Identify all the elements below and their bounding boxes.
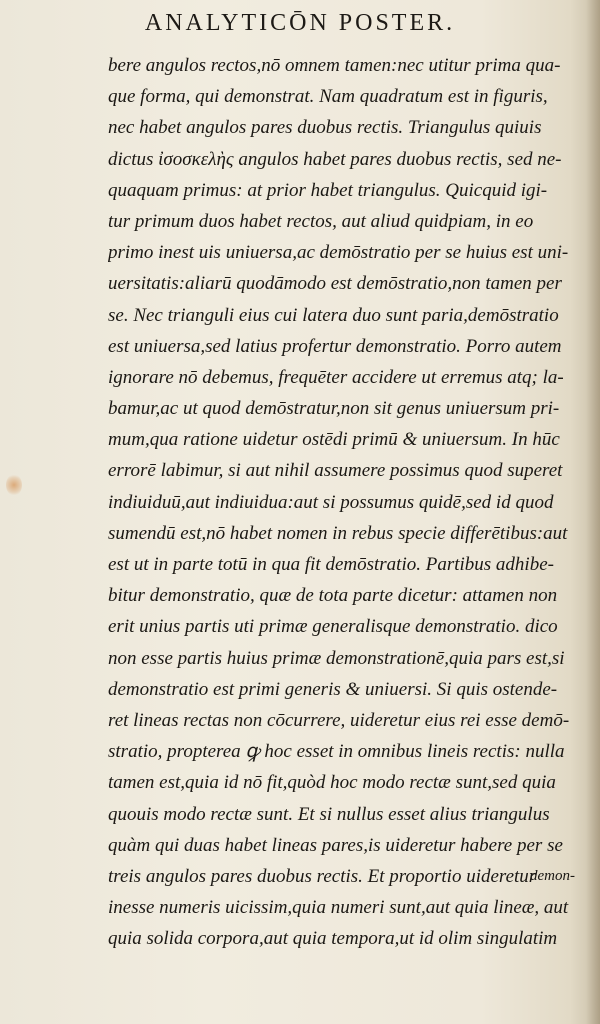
- text-line: indiuiduū,aut indiuidua:aut si possumus quidē,sed id quod: [108, 491, 554, 513]
- text-line: bamur,ac ut quod demōstratur,non sit genus uniuersum pri-: [108, 398, 560, 420]
- text-line: ret lineas rectas non cōcurrere, uideretur eius rei esse demō-: [108, 709, 570, 731]
- catchword: demon-: [530, 868, 575, 884]
- text-line: sumendū est,nō habet nomen in rebus specie differētibus:aut: [108, 522, 568, 544]
- text-line: bere angulos rectos,nō omnem tamen:nec utitur prima qua-: [108, 55, 561, 76]
- text-line: uersitatis:aliarū quodāmodo est demōstratio,non tamen per: [108, 273, 562, 295]
- text-block: [108, 50, 580, 954]
- text-line: tamen est,quia id nō fit,quòd hoc modo rectæ sunt,sed quia: [108, 772, 556, 794]
- text-line: dictus ἰσοσκελὴς angulos habet pares duobus rectis, sed ne-: [108, 148, 562, 170]
- text-line: stratio, propterea ꝙ hoc esset in omnibus lineis rectis: nulla: [108, 741, 565, 763]
- text-line: tur primum duos habet rectos, aut aliud quidpiam, in eo: [108, 210, 534, 232]
- text-line: ignorare nō debemus, frequēter accidere ut erremus atq; la-: [108, 366, 564, 388]
- text-line: primo inest uis uniuersa,ac demōstratio per se huius est uni-: [108, 242, 569, 264]
- text-line: errorē labimur, si aut nihil assumere possimus quod superet: [108, 460, 563, 482]
- text-line: se. Nec trianguli eius cui latera duo sunt paria,demōstratio: [108, 304, 559, 326]
- text-line: quàm qui duas habet lineas pares,is uideretur habere per se: [108, 834, 563, 856]
- running-head: ANALYTICŌN POSTER.: [144, 10, 456, 36]
- text-line: bitur demonstratio, quæ de tota parte dicetur: attamen non: [108, 585, 558, 607]
- text-line: inesse numeris uicissim,quia numeri sunt,aut quia lineæ, aut: [108, 897, 569, 919]
- text-line: erit unius partis uti primæ generalisque demonstratio. dico: [108, 616, 558, 638]
- text-line: nec habet angulos pares duobus rectis. Triangulus quiuis: [108, 117, 542, 139]
- text-line: quouis modo rectæ sunt. Et si nullus esset alius triangulus: [108, 803, 550, 825]
- paper-stain: [6, 474, 22, 496]
- text-line: est ut in parte totū in qua fit demōstratio. Partibus adhibe-: [108, 554, 554, 575]
- text-line: que forma, qui demonstrat. Nam quadratum est in figuris,: [108, 86, 548, 108]
- text-line: quaquam primus: at prior habet triangulus. Quicquid igi-: [108, 179, 548, 201]
- text-line: quia solida corpora,aut quia tempora,ut id olim singulatim: [108, 928, 558, 950]
- text-line: non esse partis huius primæ demonstrationē,quia pars est,si: [108, 647, 565, 669]
- text-line: demonstratio est primi generis & uniuersi. Si quis ostende-: [108, 678, 558, 700]
- text-line: treis angulos pares duobus rectis. Et proportio uideretur: [108, 865, 537, 887]
- text-line: est uniuersa,sed latius profertur demonstratio. Porro autem: [108, 335, 562, 357]
- text-line: mum,qua ratione uidetur ostēdi primū & uniuersum. In hūc: [108, 429, 560, 451]
